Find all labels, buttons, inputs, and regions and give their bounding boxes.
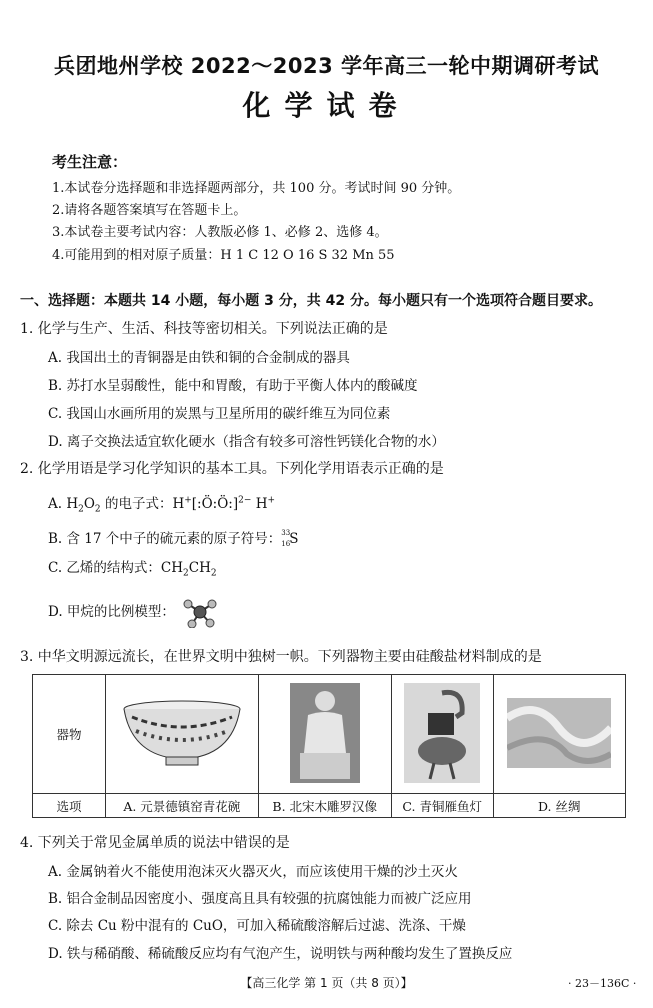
question-1-stem: 1. 化学与生产、生活、科技等密切相关。下列说法正确的是 <box>20 321 388 337</box>
q2d-text: D. 甲烷的比例模型： <box>48 604 175 620</box>
table-cell: D. 丝绸 <box>493 794 625 818</box>
q2c-text: C. 乙烯的结构式：CH <box>48 560 184 576</box>
q2a-charge: 2− <box>238 495 252 506</box>
q1-option-d: D. 离子交换法适宜软化硬水（指含有较多可溶性钙镁化合物的水） <box>48 434 445 450</box>
isotope-symbol <box>281 528 301 548</box>
methane-model-icon <box>182 596 218 628</box>
q2a-plus: + <box>184 495 192 506</box>
q1-option-b: B. 苏打水呈弱酸性，能中和胃酸，有助于平衡人体内的酸碱度 <box>48 378 418 394</box>
artifact-image-silk <box>493 675 625 794</box>
q2a-o: O <box>83 496 95 512</box>
artifact-image-lamp <box>391 675 493 794</box>
table-cell: C. 青铜雁鱼灯 <box>391 794 493 818</box>
q2-option-c <box>48 556 217 579</box>
q2-option-d <box>48 600 175 620</box>
q4-option-b: B. 铝合金制品因密度小、强度高且具有较强的抗腐蚀能力而被广泛应用 <box>48 891 472 907</box>
q2a-text: 的电子式：H <box>100 496 185 512</box>
question-2-stem: 2. 化学用语是学习化学知识的基本工具。下列化学用语表示正确的是 <box>20 461 444 477</box>
page-footer: 【高三化学 第 1 页（共 8 页）】 <box>240 976 413 990</box>
table-row-head: 器物 <box>33 675 106 794</box>
q2c-mid: CH <box>188 560 211 576</box>
electron-formula: [:Ö:Ö:] <box>191 496 239 512</box>
artifact-table <box>32 674 626 818</box>
q2b-text: B. 含 17 个中子的硫元素的原子符号： <box>48 531 282 547</box>
subject-title: 化学试卷 <box>242 89 411 122</box>
table-row-head: 选项 <box>33 794 106 818</box>
q2-option-b <box>48 527 301 547</box>
table-cell: A. 元景德镇窑青花碗 <box>106 794 259 818</box>
table-cell: B. 北宋木雕罗汉像 <box>258 794 391 818</box>
atomic-number: 16 <box>281 539 291 548</box>
q4-option-a: A. 金属钠着火不能使用泡沫灭火器灭火，而应该使用干燥的沙土灭火 <box>48 864 458 880</box>
notice-item: 3.本试卷主要考试内容：人教版必修 1、必修 2、选修 4。 <box>52 225 388 240</box>
notice-item: 1.本试卷分选择题和非选择题两部分，共 100 分。考试时间 90 分钟。 <box>52 181 461 196</box>
q1-option-a: A. 我国出土的青铜器是由铁和铜的合金制成的器具 <box>48 350 350 366</box>
element-symbol: S <box>289 530 299 547</box>
q2-option-a <box>48 492 275 515</box>
page-title: 兵团地州学校 2022～2023 学年高三一轮中期调研考试 <box>53 54 599 78</box>
q2a-prefix: A. H <box>48 496 79 512</box>
q2a-plus: + <box>267 495 276 506</box>
notice-item: 2.请将各题答案填写在答题卡上。 <box>52 203 247 218</box>
q2a-sub: 2 <box>94 504 101 515</box>
q2a-h: H <box>255 496 268 512</box>
mass-number: 33 <box>281 528 291 537</box>
q4-option-d: D. 铁与稀硝酸、稀硫酸反应均有气泡产生，说明铁与两种酸均发生了置换反应 <box>48 946 513 962</box>
q2a-sub: 2 <box>78 504 84 515</box>
q1-option-c: C. 我国山水画所用的炭黑与卫星所用的碳纤维互为同位素 <box>48 406 391 422</box>
artifact-image-bowl <box>106 675 259 794</box>
section-heading: 一、选择题：本题共 14 小题，每小题 3 分，共 42 分。每小题只有一个选项符合题目要求。 <box>20 293 602 309</box>
q4-option-c: C. 除去 Cu 粉中混有的 CuO，可加入稀硫酸溶解后过滤、洗涤、干燥 <box>48 918 466 934</box>
q2c-sub: 2 <box>210 568 217 579</box>
q2c-sub: 2 <box>183 568 189 579</box>
notice-item: 4.可能用到的相对原子质量：H 1 C 12 O 16 S 32 Mn 55 <box>52 248 395 263</box>
notice-title: 考生注意： <box>52 153 128 171</box>
question-4-stem: 4. 下列关于常见金属单质的说法中错误的是 <box>20 835 290 851</box>
artifact-image-statue <box>258 675 391 794</box>
exam-code: · 23－136C · <box>568 977 637 990</box>
question-3-stem: 3. 中华文明源远流长，在世界文明中独树一帜。下列器物主要由硅酸盐材料制成的是 <box>20 649 542 665</box>
